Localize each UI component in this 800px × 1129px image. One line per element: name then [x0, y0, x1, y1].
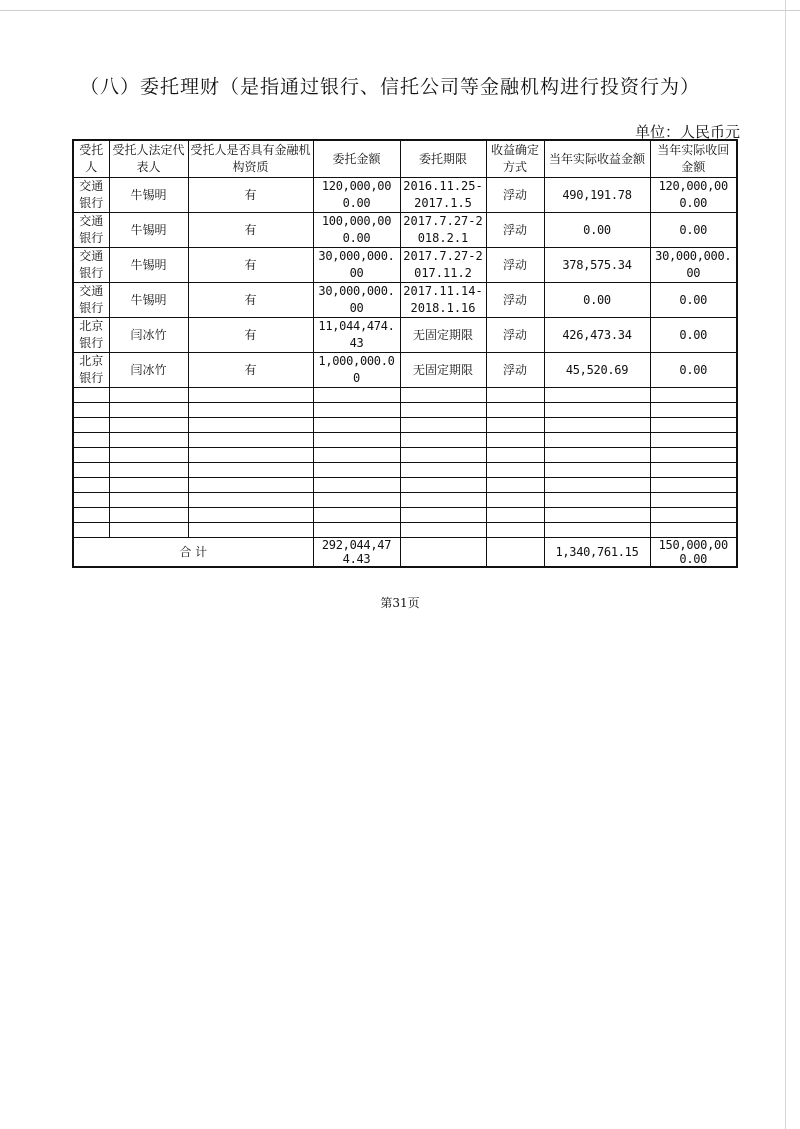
empty-cell [400, 538, 486, 568]
empty-cell [73, 418, 109, 433]
cell-actual-income: 426,473.34 [544, 318, 650, 353]
currency-unit-label: 单位：人民币元 [634, 123, 740, 141]
cell-actual-income: 378,575.34 [544, 248, 650, 283]
empty-cell [650, 433, 737, 448]
empty-cell [400, 493, 486, 508]
empty-cell [188, 388, 313, 403]
empty-cell [544, 433, 650, 448]
empty-cell [544, 463, 650, 478]
empty-cell [650, 508, 737, 523]
empty-cell [313, 418, 400, 433]
cell-qualification: 有 [188, 178, 313, 213]
empty-cell [544, 388, 650, 403]
empty-cell [544, 493, 650, 508]
empty-cell [400, 433, 486, 448]
empty-cell [188, 418, 313, 433]
cell-trustee: 北京银行 [73, 353, 109, 388]
page-edge-right [785, 0, 786, 1129]
cell-amount: 30,000,000.00 [313, 248, 400, 283]
cell-income-method: 浮动 [486, 353, 544, 388]
empty-cell [73, 433, 109, 448]
header-actual-income: 当年实际收益金额 [544, 140, 650, 178]
empty-cell [486, 538, 544, 568]
cell-legal-rep: 牛锡明 [109, 178, 188, 213]
empty-cell [109, 403, 188, 418]
empty-cell [544, 418, 650, 433]
empty-cell [544, 448, 650, 463]
total-actual-recovered: 150,000,000.00 [650, 538, 737, 568]
empty-cell [313, 433, 400, 448]
empty-cell [73, 493, 109, 508]
empty-cell [486, 523, 544, 538]
empty-cell [486, 388, 544, 403]
empty-cell [109, 463, 188, 478]
empty-cell [486, 463, 544, 478]
cell-amount: 100,000,000.00 [313, 213, 400, 248]
cell-qualification: 有 [188, 283, 313, 318]
cell-qualification: 有 [188, 353, 313, 388]
empty-row [73, 433, 737, 448]
header-legal-rep: 受托人法定代表人 [109, 140, 188, 178]
cell-period: 2017.7.27-2018.2.1 [400, 213, 486, 248]
cell-period: 无固定期限 [400, 318, 486, 353]
empty-cell [73, 403, 109, 418]
empty-row [73, 508, 737, 523]
table-row [73, 248, 737, 283]
cell-actual-recovered: 0.00 [650, 213, 737, 248]
empty-cell [188, 448, 313, 463]
empty-cell [313, 448, 400, 463]
cell-period: 2016.11.25-2017.1.5 [400, 178, 486, 213]
empty-cell [400, 478, 486, 493]
cell-actual-recovered: 0.00 [650, 353, 737, 388]
header-qualification: 受托人是否具有金融机构资质 [188, 140, 313, 178]
cell-actual-income: 0.00 [544, 213, 650, 248]
empty-cell [486, 418, 544, 433]
empty-cell [188, 403, 313, 418]
header-trustee: 受托人 [73, 140, 109, 178]
cell-income-method: 浮动 [486, 213, 544, 248]
empty-cell [544, 508, 650, 523]
empty-cell [313, 463, 400, 478]
empty-cell [73, 523, 109, 538]
empty-cell [73, 448, 109, 463]
empty-cell [650, 523, 737, 538]
cell-legal-rep: 牛锡明 [109, 283, 188, 318]
empty-cell [650, 448, 737, 463]
empty-cell [313, 403, 400, 418]
cell-qualification: 有 [188, 318, 313, 353]
total-amount: 292,044,474.43 [313, 538, 400, 568]
empty-cell [650, 478, 737, 493]
cell-actual-recovered: 30,000,000.00 [650, 248, 737, 283]
empty-row [73, 418, 737, 433]
header-amount: 委托金额 [313, 140, 400, 178]
empty-row [73, 523, 737, 538]
cell-trustee: 交通银行 [73, 178, 109, 213]
empty-cell [109, 478, 188, 493]
empty-cell [313, 493, 400, 508]
empty-cell [73, 478, 109, 493]
cell-trustee: 交通银行 [73, 283, 109, 318]
cell-period: 2017.11.14-2018.1.16 [400, 283, 486, 318]
empty-cell [400, 508, 486, 523]
cell-legal-rep: 牛锡明 [109, 248, 188, 283]
empty-cell [544, 403, 650, 418]
empty-cell [313, 523, 400, 538]
empty-cell [400, 418, 486, 433]
cell-period: 无固定期限 [400, 353, 486, 388]
empty-cell [650, 388, 737, 403]
cell-legal-rep: 闫冰竹 [109, 353, 188, 388]
table-row [73, 353, 737, 388]
empty-cell [400, 388, 486, 403]
cell-actual-income: 490,191.78 [544, 178, 650, 213]
empty-cell [486, 508, 544, 523]
table-row [73, 213, 737, 248]
empty-cell [486, 493, 544, 508]
section-heading: （八）委托理财（是指通过银行、信托公司等金融机构进行投资行为） [80, 76, 701, 98]
empty-cell [73, 463, 109, 478]
table-row [73, 178, 737, 213]
cell-actual-recovered: 0.00 [650, 283, 737, 318]
empty-cell [73, 388, 109, 403]
total-row [73, 538, 737, 568]
entrusted-wealth-management-table [72, 139, 738, 568]
empty-row [73, 403, 737, 418]
empty-cell [486, 433, 544, 448]
cell-income-method: 浮动 [486, 318, 544, 353]
cell-period: 2017.7.27-2017.11.2 [400, 248, 486, 283]
table-row [73, 318, 737, 353]
empty-cell [486, 448, 544, 463]
empty-cell [544, 478, 650, 493]
empty-cell [650, 403, 737, 418]
empty-cell [400, 463, 486, 478]
empty-cell [400, 523, 486, 538]
cell-income-method: 浮动 [486, 178, 544, 213]
empty-cell [650, 418, 737, 433]
empty-cell [109, 418, 188, 433]
cell-actual-income: 0.00 [544, 283, 650, 318]
empty-cell [188, 523, 313, 538]
cell-actual-income: 45,520.69 [544, 353, 650, 388]
page-edge-top [0, 10, 800, 11]
cell-legal-rep: 闫冰竹 [109, 318, 188, 353]
empty-row [73, 448, 737, 463]
empty-cell [73, 508, 109, 523]
empty-cell [313, 508, 400, 523]
empty-row [73, 493, 737, 508]
empty-cell [313, 388, 400, 403]
empty-cell [313, 478, 400, 493]
empty-cell [650, 463, 737, 478]
cell-actual-recovered: 120,000,000.00 [650, 178, 737, 213]
empty-cell [650, 493, 737, 508]
page-number: 第31页 [380, 596, 420, 610]
empty-cell [486, 478, 544, 493]
cell-qualification: 有 [188, 213, 313, 248]
cell-trustee: 交通银行 [73, 213, 109, 248]
cell-trustee: 北京银行 [73, 318, 109, 353]
table-header-row [73, 140, 737, 178]
header-period: 委托期限 [400, 140, 486, 178]
empty-row [73, 463, 737, 478]
empty-cell [109, 448, 188, 463]
cell-legal-rep: 牛锡明 [109, 213, 188, 248]
cell-amount: 30,000,000.00 [313, 283, 400, 318]
cell-trustee: 交通银行 [73, 248, 109, 283]
empty-cell [109, 508, 188, 523]
total-label: 合 计 [73, 538, 313, 568]
empty-cell [486, 403, 544, 418]
header-income-method: 收益确定方式 [486, 140, 544, 178]
total-actual-income: 1,340,761.15 [544, 538, 650, 568]
empty-cell [400, 403, 486, 418]
cell-qualification: 有 [188, 248, 313, 283]
table-row [73, 283, 737, 318]
header-actual-recovered: 当年实际收回金额 [650, 140, 737, 178]
empty-cell [188, 508, 313, 523]
cell-income-method: 浮动 [486, 283, 544, 318]
empty-cell [109, 433, 188, 448]
cell-amount: 11,044,474.43 [313, 318, 400, 353]
empty-cell [188, 493, 313, 508]
empty-row [73, 388, 737, 403]
empty-cell [544, 523, 650, 538]
empty-row [73, 478, 737, 493]
cell-actual-recovered: 0.00 [650, 318, 737, 353]
cell-amount: 1,000,000.00 [313, 353, 400, 388]
empty-cell [188, 463, 313, 478]
cell-amount: 120,000,000.00 [313, 178, 400, 213]
empty-cell [109, 493, 188, 508]
empty-cell [109, 523, 188, 538]
empty-cell [188, 478, 313, 493]
empty-cell [400, 448, 486, 463]
empty-cell [188, 433, 313, 448]
cell-income-method: 浮动 [486, 248, 544, 283]
empty-cell [109, 388, 188, 403]
